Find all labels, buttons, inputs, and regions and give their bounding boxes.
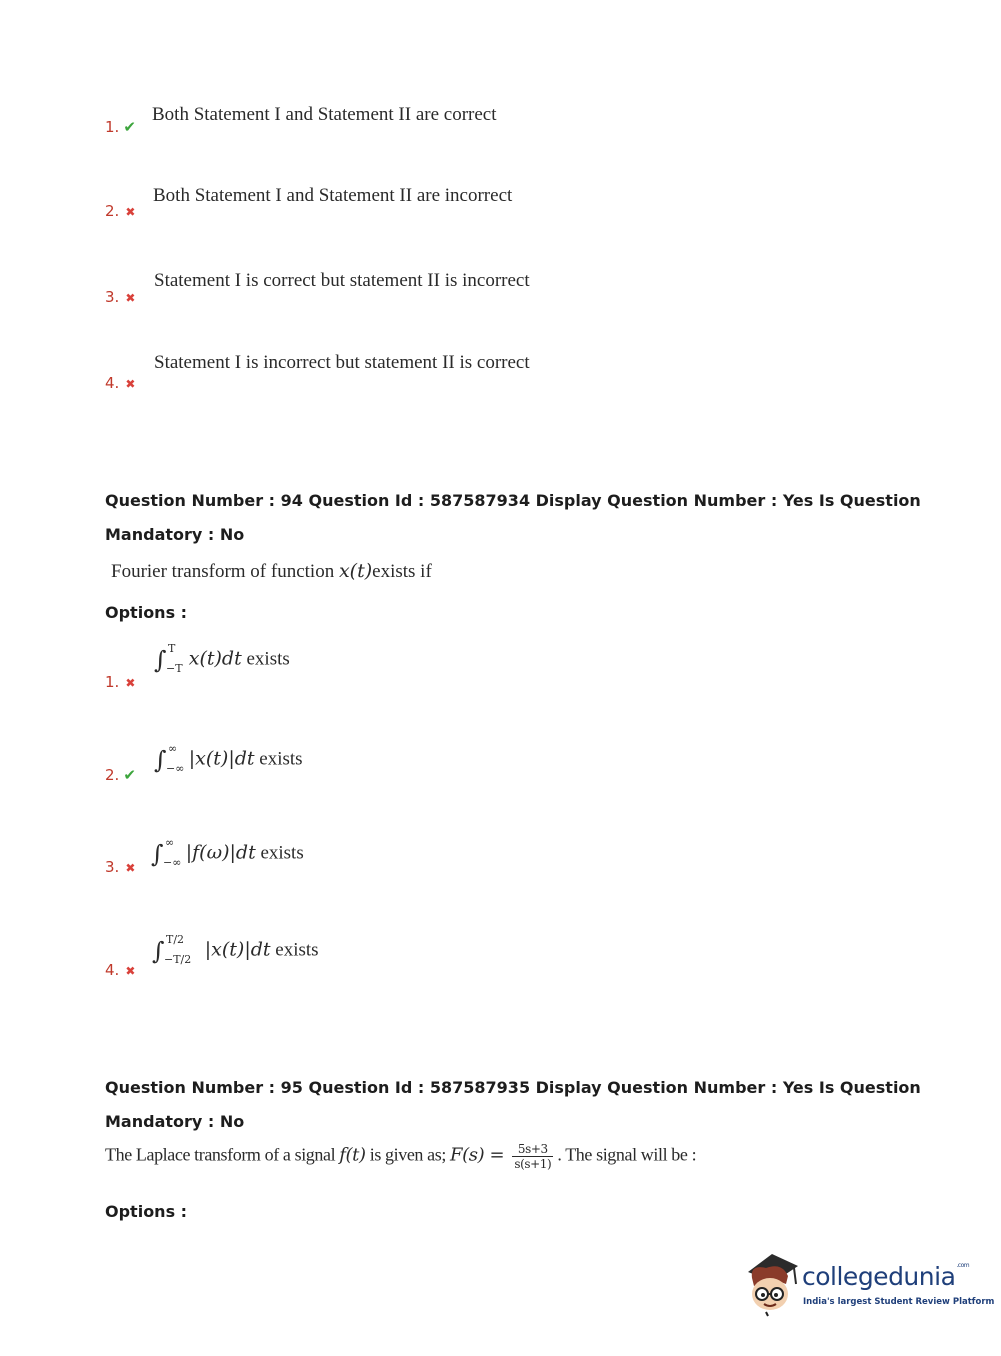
incorrect-cross-icon: ✖ (125, 964, 136, 978)
option-3-text: ∫ ∞ −∞ |f(ω)|dt exists (151, 836, 304, 869)
transfer-function-fraction: $\frac{5s+3}{s(s+1)}$ (514, 1142, 552, 1171)
question-header: Question Number : 95 Question Id : 587587935 Display Question Number : Yes Is Question (105, 1078, 921, 1097)
option-1-text: Both Statement I and Statement II are correct (152, 104, 497, 125)
option-4-text: ∫ T/2 −T/2 |x(t)|dt exists (152, 933, 319, 966)
option-2-text: ∫ ∞ −∞ |x(t)|dt exists (154, 742, 303, 775)
question-text: The Laplace transform of a signal f(t) is given as; F(s) = $\frac{5s+3}{s(s+1)}$ . The signal will be : (105, 1142, 697, 1171)
option-2-number: 2. ✔ (105, 766, 136, 784)
correct-check-icon: ✔ (123, 766, 136, 784)
option-1-number: 1. ✖ (105, 673, 136, 691)
mascot-icon (742, 1250, 802, 1318)
option-4-number: 4. ✖ (105, 374, 136, 392)
integral-symbol: ∫ ∞ −∞ (151, 836, 182, 869)
option-1-text: ∫ T −T x(t)dt exists (154, 642, 290, 675)
correct-check-icon: ✔ (123, 118, 136, 136)
option-4-number: 4. ✖ (105, 961, 136, 979)
incorrect-cross-icon: ✖ (125, 377, 136, 391)
question-text: Fourier transform of function x(t)exists if (111, 560, 432, 582)
options-label: Options : (105, 1202, 188, 1221)
option-4-text: Statement I is incorrect but statement II is correct (154, 352, 530, 373)
option-1-number: 1. ✔ (105, 118, 136, 136)
option-2-number: 2. ✖ (105, 202, 136, 220)
option-3-number: 3. ✖ (105, 858, 136, 876)
incorrect-cross-icon: ✖ (125, 676, 136, 690)
brand-name: collegedunia$^{.com}$ (802, 1262, 970, 1291)
question-mandatory: Mandatory : No (105, 525, 245, 544)
integral-symbol: ∫ T −T (154, 642, 183, 675)
option-3-number: 3. ✖ (105, 288, 136, 306)
collegedunia-logo (742, 1250, 995, 1320)
option-3-text: Statement I is correct but statement II is incorrect (154, 270, 530, 291)
option-2-text: Both Statement I and Statement II are incorrect (153, 185, 513, 206)
integral-symbol: ∫ T/2 −T/2 (152, 933, 192, 966)
brand-tagline: India's largest Student Review Platform (803, 1297, 995, 1307)
question-header: Question Number : 94 Question Id : 587587934 Display Question Number : Yes Is Question (105, 491, 921, 510)
incorrect-cross-icon: ✖ (125, 205, 136, 219)
incorrect-cross-icon: ✖ (125, 861, 136, 875)
question-mandatory: Mandatory : No (105, 1112, 245, 1131)
incorrect-cross-icon: ✖ (125, 291, 136, 305)
integral-symbol: ∫ ∞ −∞ (154, 742, 185, 775)
options-label: Options : (105, 603, 188, 622)
